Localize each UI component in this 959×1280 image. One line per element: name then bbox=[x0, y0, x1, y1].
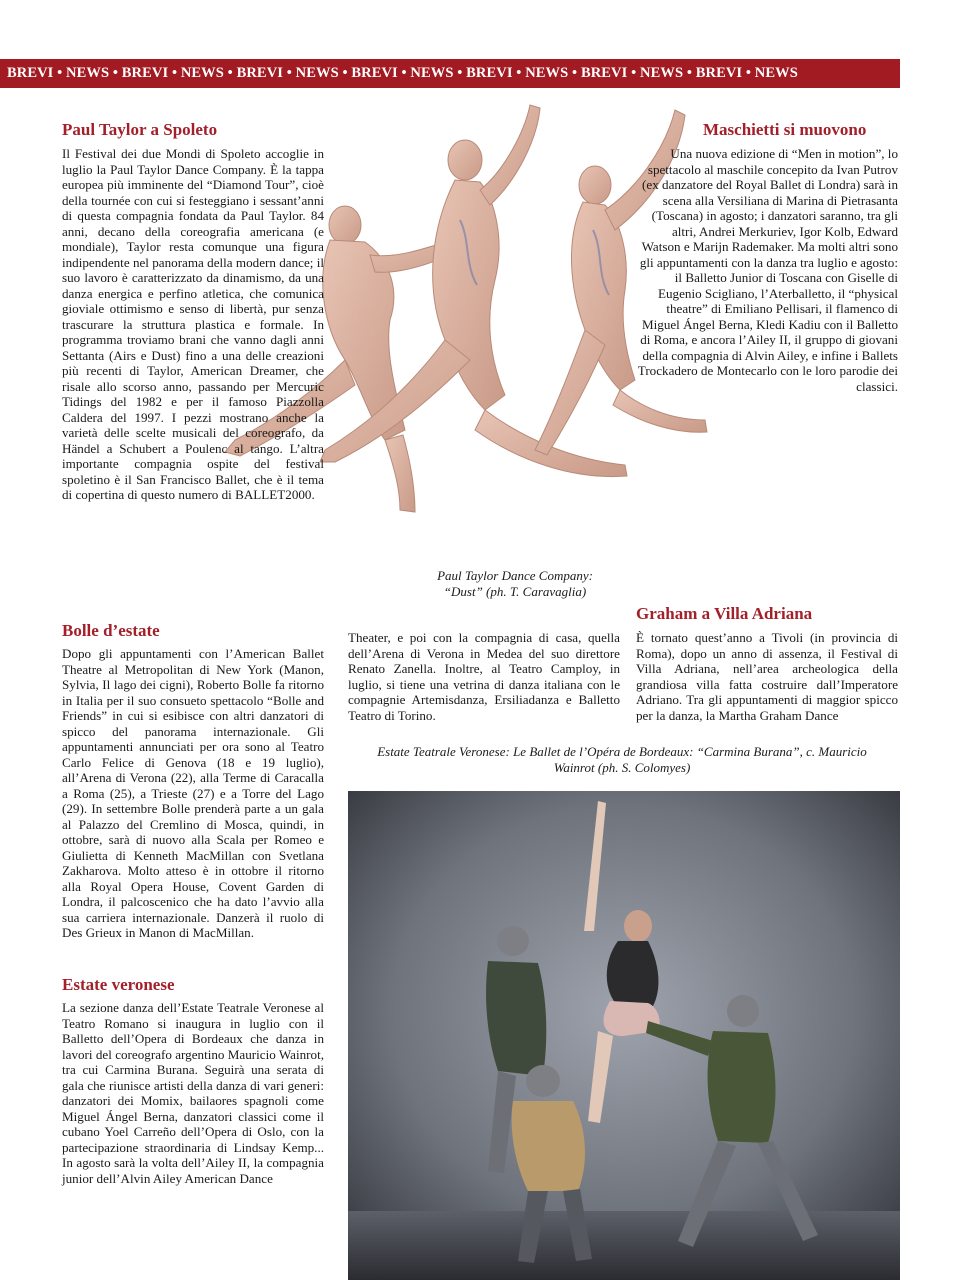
article-veronese-text: La sezione danza dell’Estate Teatrale Veronese al Teatro Romano si inaugura in luglio con il Balletto dell’Opera di Bordeaux che danza in lavori del coreografo argentino Mauricio Wainrot, tra cui Carmina Burana. Seguirà una serata di gala che riunisce artisti della danza di vari generi: danzatori dei Momix, bailaores spagnoli come Miguel Ángel Berna, danzatori classici come il cubano Yoel Carreño dell’Opera di Oslo, con la partecipazione straordinaria di Lindsay Kemp... In agosto sarà la volta dell’Ailey II, la compagnia junior dell’Alvin Ailey American Dance bbox=[62, 1000, 324, 1186]
caption-photo-1-line1: Paul Taylor Dance Company: bbox=[437, 568, 593, 583]
article-bolle bbox=[62, 646, 324, 941]
stage-photo bbox=[348, 791, 900, 1280]
caption-photo-2 bbox=[342, 744, 902, 776]
article-veronese-continuation bbox=[348, 630, 620, 723]
article-graham-text: È tornato quest’anno a Tivoli (in provincia di Roma), dopo un anno di assenza, il Festival di Villa Adriana, nell’area archeologica della grandiosa villa fatta costruire dall’Imperatore Adriano. Tra gli appuntamenti di maggior spicco per la danza, la Martha Graham Dance bbox=[636, 630, 898, 723]
article-graham bbox=[636, 630, 898, 723]
news-banner bbox=[0, 59, 900, 88]
heading-veronese: Estate veronese bbox=[62, 975, 175, 994]
article-maschietti bbox=[636, 146, 898, 394]
heading-bolle: Bolle d’estate bbox=[62, 621, 160, 640]
heading-graham: Graham a Villa Adriana bbox=[636, 604, 813, 623]
article-bolle-text: Dopo gli appuntamenti con l’American Ballet Theatre al Metropolitan di New York (Manon, Sylvia, Il lago dei cigni), Roberto Bolle fa ritorno in Italia per il suo consueto spettacolo “Bolle and Friends” in cui si esibisce con altri danzatori di spicco del panorama internazionale. Gli appuntamenti annunciati per ora sono al Teatro Carlo Felice di Genova (18 e 19 luglio), all’Arena di Verona (22), alla Terme di Caracalla a Roma (25), a Trieste (27) e a Torre del Lago (29). In settembre Bolle prenderà parte a un gala al Palazzo del Cremlino di Mosca, quindi, in ottobre, sarà di nuovo alla Scala per Romeo e Giulietta di Kenneth MacMillan con Svetlana Zakharova. Molto atteso è in ottobre il ritorno alla Royal Opera House, Covent Garden di Londra, il palcoscenico che ha dato l’avvio alla sua carriera internazionale. Danzerà il ruolo di Des Grieux in Manon di MacMillan. bbox=[62, 646, 324, 940]
article-paul-taylor bbox=[62, 146, 324, 503]
article-maschietti-text: Una nuova edizione di “Men in motion”, lo spettacolo al maschile concepito da Ivan Putrov (ex danzatore del Royal Ballet di Londra) sarà in scena alla Versiliana di Marina di Pietrasanta (Toscana) in agosto; i danzatori saranno, tra gli altri, Andrei Merkuriev, Igor Kolb, Edward Watson e Marijn Rademaker. Ma molti altri sono gli appuntamenti con la danza tra luglio e agosto: il Balletto Junior di Toscana con Giselle di Eugenio Scigliano, l’Aterballetto, il “physical theatre” di Emiliano Pellisari, il flamenco di Miguel Ángel Berna, Kledi Kadiu con il Balletto di Roma, e ancora l’Ailey II, il gruppo di giovani della compagnia di Alvin Ailey, e infine i Ballets Trockadero de Montecarlo con le loro parodie dei classici. bbox=[637, 146, 898, 394]
caption-photo-2-line2: Wainrot (ph. S. Colomyes) bbox=[553, 760, 691, 775]
article-paul-taylor-text: Il Festival dei due Mondi di Spoleto accoglie in luglio la Paul Taylor Dance Company. È la tappa europea più imminente del “Diamond Tour”, cioè della tournée con cui si festeggiano i sessant’anni di questa compagnia fondata da Paul Taylor. 84 anni, decano della coreografia americana (e mondiale), Taylor resta comunque una figura indipendente nel panorama della modern dance; il suo lavoro è caratterizzato da dinamismo, da una danza energica e perfino atletica, che comunica gioviale ottimismo e senso di libertà, pur senza trascurare la struttura plastica e formale. In programma troviamo brani che vanno dagli anni Settanta (Airs e Dust) fino a una delle creazioni più recenti di Taylor, American Dreamer, che risale allo scorso anno, passando per Mercuric Tidings del 1982 e per il famoso Piazzolla Caldera del 1997. I pezzi mostrano anche la varietà delle scelte musicali del coreografo, da Händel a Schubert a Poulenc al tango. L’altra importante compagnia ospite del festival spoletino è il San Francisco Ballet, che è il tema di copertina di questo numero di BALLET2000. bbox=[62, 146, 324, 502]
heading-maschietti: Maschietti si muovono bbox=[703, 120, 867, 139]
heading-paul-taylor: Paul Taylor a Spoleto bbox=[62, 120, 218, 139]
caption-photo-1 bbox=[396, 568, 634, 600]
article-veronese-continuation-text: Theater, e poi con la compagnia di casa, quella dell’Arena di Verona in Medea del suo direttore Renato Zanella. Inoltre, al Teatro Camploy, in luglio, si tiene una vetrina di danza italiana con le compagnie Artemisdanza, Ersiliadanza e Balletto Teatro di Torino. bbox=[348, 630, 620, 723]
banner-text: BREVI • NEWS • BREVI • NEWS • BREVI • NEWS • BREVI • NEWS • BREVI • NEWS • BREVI • NEWS • BREVI • NEWS bbox=[7, 65, 798, 81]
caption-photo-1-line2: “Dust” (ph. T. Caravaglia) bbox=[443, 584, 587, 599]
caption-photo-2-line1: Estate Teatrale Veronese: Le Ballet de l’Opéra de Bordeaux: “Carmina Burana”, c. Mauricio bbox=[377, 744, 867, 759]
article-veronese bbox=[62, 1000, 324, 1186]
